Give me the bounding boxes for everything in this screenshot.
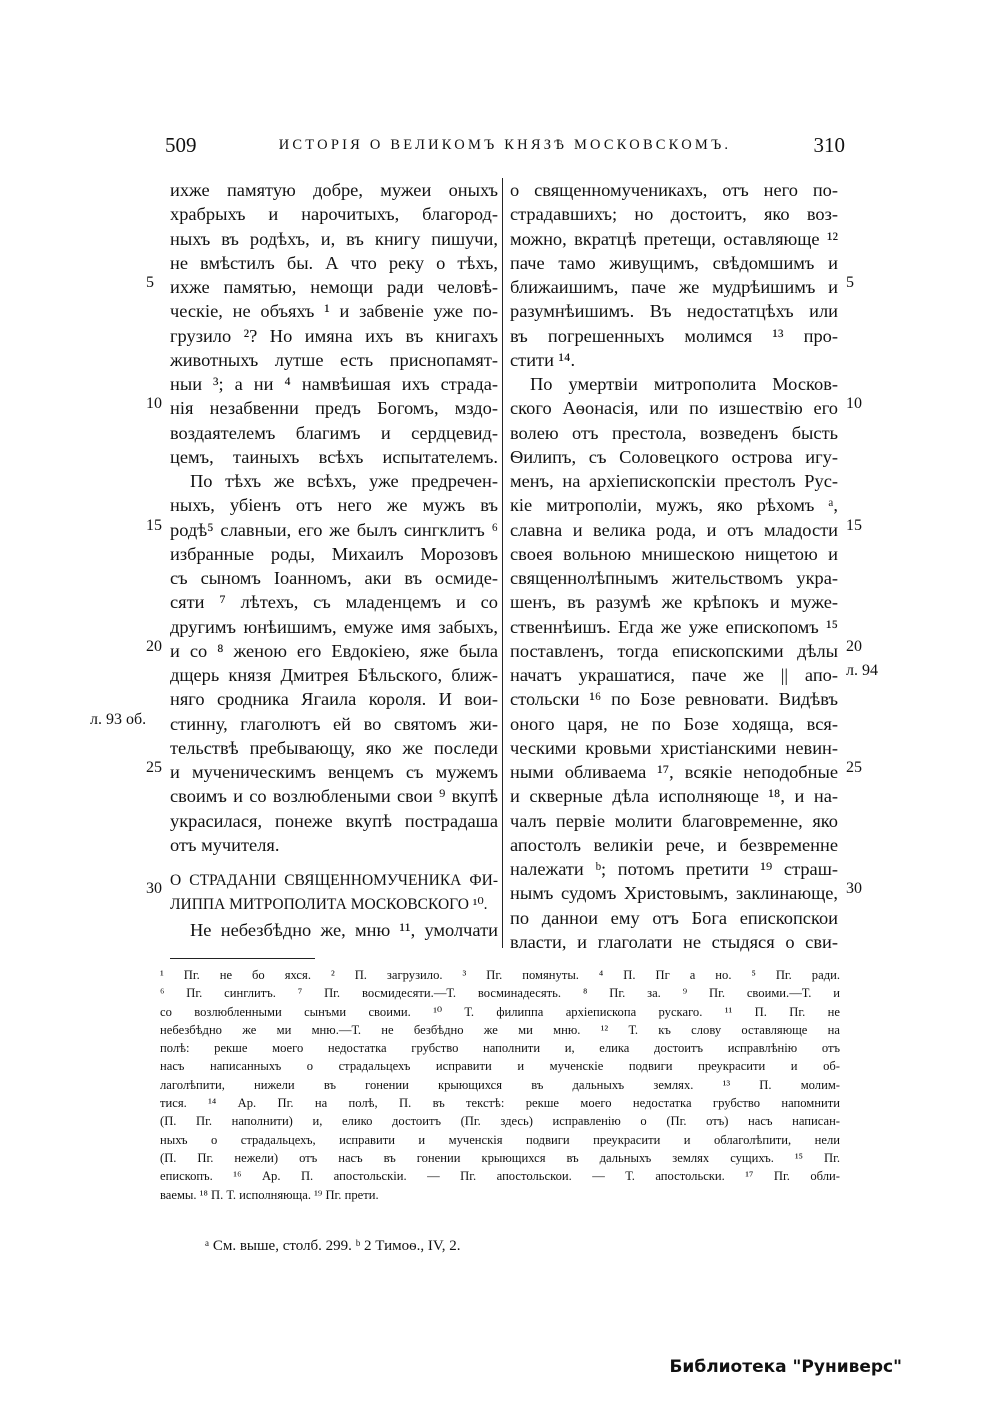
spacer — [170, 857, 498, 869]
section-heading: ЛИППА МИТРОПОЛИТА МОСКОВСКОГО ¹⁰. — [170, 896, 488, 914]
text-line: ближаишимъ, паче же мудрѣишимъ и — [510, 277, 838, 297]
text-line: по даннои ему отъ Бога епископскои — [510, 907, 838, 928]
text-line: кіе митрополіи, мужъ, яко рѣхомъ ᵃ, — [510, 495, 838, 516]
section-heading: О СТРАДАНІИ СВЯЩЕННОМУЧЕНИКА ФИ- — [170, 872, 498, 889]
text-line: и со ⁸ женою его Евдокіею, яже была — [170, 640, 498, 661]
footnote-line: полѣ: рекше моего недостатка грубство наполнити и, елика достоитъ исправлѣнію отъ — [160, 1041, 840, 1056]
text-line: Не небезбѣдно же, мню ¹¹, умолчати — [190, 919, 498, 940]
text-line: ныхъ, убіенъ отъ него же мужъ въ — [170, 495, 498, 516]
column-divider — [502, 178, 503, 948]
text-line: священнолѣпнымъ жительствомъ укра- — [510, 568, 838, 588]
footnote-line: тися. ¹⁴ Ар. Пг. на полѣ, П. въ текстѣ: рекше моего недостатка грубство напомнити — [160, 1096, 840, 1111]
text-line: страдавшихъ; но достоитъ, яко воз- — [510, 204, 838, 225]
footnote-line: насъ написанныхъ о страдальцехъ исправити и мученскіе подвиги преукрасити и об- — [160, 1059, 840, 1074]
text-line: украсилася, понеже вкупѣ пострадаша — [170, 810, 498, 831]
text-line: ными обливаема ¹⁷, всякіе неподобные — [510, 762, 838, 782]
line-number: 30 — [846, 880, 862, 897]
text-line: храбрыхъ и нарочитыхъ, благород- — [170, 204, 498, 225]
right-column — [510, 178, 838, 954]
line-number: 15 — [146, 517, 162, 534]
text-line: поставленъ, тогда епископскими дѣлы — [510, 640, 838, 661]
reference-notes: ᵃ См. выше, столб. 299. ᵇ 2 Тимоѳ., IV, 2. — [205, 1238, 461, 1254]
line-number: 25 — [846, 759, 862, 776]
text-line: Ѳилипъ, съ Соловецкого острова игу- — [510, 446, 838, 467]
page-number-left: 509 — [165, 133, 197, 157]
text-line: о священномученикахъ, отъ него по- — [510, 180, 838, 200]
text-line: По умертвіи митрополита Москов- — [530, 374, 838, 394]
library-watermark: Библиотека "Руниверс" — [669, 1357, 902, 1377]
text-line: власти, и глаголати не стыдяся о сви- — [510, 931, 838, 952]
text-line: своимъ и со возлюблеными свои ⁹ вкупѣ — [170, 786, 498, 807]
footnote-line: ныхъ о страдальцехъ, исправити и мученскія подвиги преукрасити и облаголѣпити, нели — [160, 1132, 840, 1147]
text-line: оного царя, не по Бозе ходяща, вся- — [510, 713, 838, 734]
line-number: 5 — [846, 274, 854, 291]
text-line: и мученическимъ венцемъ съ мужемъ — [170, 762, 498, 782]
text-line: можно, вкратцѣ претещи, оставляюще ¹² — [510, 228, 838, 249]
text-line: ского Аѳонасія, или по изшествію его — [510, 398, 838, 419]
footnote-line: (П. Пг. наполнити) и, елико достоитъ (Пг. здесь) исправленію о (Пг. отъ) насъ написан- — [160, 1114, 840, 1129]
text-line: ихже памятую добре, мужеи оныхъ — [170, 180, 498, 200]
text-line: апостолъ великіи рече, и безвременне — [510, 834, 838, 855]
line-number: 10 — [846, 395, 862, 412]
footnote-line: епископъ. ¹⁶ Ар. П. апостольскіи. — Пг. апостольскои. — Т. апостольски. ¹⁷ Пг. обли- — [160, 1169, 840, 1184]
footnotes — [160, 966, 840, 1204]
text-line: своея вольною мнишескою нищетою и — [510, 543, 838, 564]
text-line: ныи ³; а ни ⁴ намвѣишая ихъ страда- — [170, 374, 498, 394]
text-line: воздаятелемъ благимъ и сердцевид- — [170, 422, 498, 443]
text-line: няго сродника Ягаила короля. И вои- — [170, 689, 498, 710]
line-number: 25 — [146, 759, 162, 776]
text-line: менъ, на архіепископскіи престолъ Рус- — [510, 471, 838, 491]
text-line: животныхъ лутше есть приснопамят- — [170, 349, 498, 370]
footnote-rule — [170, 958, 315, 959]
text-line: отъ мучителя. — [170, 834, 280, 855]
text-line: въ погрешенныхъ молимся ¹³ про- — [510, 325, 838, 346]
text-line: ческіе, не объяхъ ¹ и забвеніе уже по- — [170, 301, 498, 322]
running-title: ИСТОРІЯ О ВЕЛИКОМЪ КНЯЗѢ МОСКОВСКОМЪ. — [278, 137, 732, 153]
text-line: нія незабвенни предъ Богомъ, мздо- — [170, 398, 498, 419]
text-line: съ сыномъ Іоанномъ, аки въ осмиде- — [170, 568, 498, 588]
running-header — [165, 133, 845, 163]
text-line: волею отъ престола, возведенъ бысть — [510, 422, 838, 443]
footnote-line: (П. Пг. нежели) отъ насъ въ гонении крыющихся въ дальныхъ землях сущихъ. ¹⁵ Пг. — [160, 1150, 840, 1165]
page-number-right: 310 — [813, 133, 845, 157]
line-number: 5 — [146, 274, 154, 291]
folio-marker: л. 93 об. — [90, 711, 147, 728]
line-number: 30 — [146, 880, 162, 897]
text-line: цемъ, таиныхъ всѣхъ испытателемъ. — [170, 446, 498, 467]
text-line: стинну, глаголютъ ей во святомъ жи- — [170, 713, 498, 734]
text-line: паче тамо живущимъ, свѣдомшимъ и — [510, 252, 838, 273]
text-line: родѣ⁵ славныи, его же былъ сингклитъ ⁶ — [170, 519, 498, 540]
line-number: 20 — [846, 638, 862, 655]
text-line: стольски ¹⁶ по Бозе ревновати. Видѣвъ — [510, 689, 838, 710]
text-line: ческими кровьми христіанскими невин- — [510, 737, 838, 758]
text-line: По тѣхъ же всѣхъ, уже предречен- — [190, 471, 498, 491]
footnote-line: ¹ Пг. не бо яхся. ² П. загрузило. ³ Пг. помянуты. ⁴ П. Пг а но. ⁵ Пг. ради. — [160, 968, 840, 982]
text-line: ственнѣишъ. Егда же уже епископомъ ¹⁵ — [510, 616, 838, 637]
line-number: 20 — [146, 638, 162, 655]
text-line: тельствѣ пребывающу, яко же последи — [170, 737, 498, 758]
text-line: славна и велика рода, и отъ младости — [510, 519, 838, 540]
text-line: чалъ первіе молити благовременне, яко — [510, 810, 838, 831]
folio-marker: л. 94 — [846, 662, 878, 679]
text-line: сяти ⁷ лѣтехъ, съ младенцемъ и со — [170, 592, 498, 613]
text-line: дщерь князя Дмитрея Бѣльского, ближ- — [170, 665, 498, 685]
text-line: ныхъ въ родѣхъ, и, въ книгу пишучи, — [170, 228, 498, 249]
footnote-line: лаголѣпити, нижели въ гонении крыющихся въ дальныхъ землях. ¹³ П. молим- — [160, 1077, 840, 1092]
text-line: избранные роды, Михаилъ Морозовъ — [170, 543, 498, 564]
text-line: и скверные дѣла исполняюще ¹⁸, и на- — [510, 786, 838, 807]
footnote-line: ⁶ Пг. синглитъ. ⁷ Пг. восмидесяти.—Т. восминадесять. ⁸ Пг. за. ⁹ Пг. своими.—Т. и — [160, 986, 840, 1001]
footnote-line: ваемы. ¹⁸ П. Т. исполняюща. ¹⁹ Пг. прети. — [160, 1187, 379, 1202]
footnote-line: со возлюбленными сынъми своими. ¹⁰ Т. филиппа архіепископа рускаго. ¹¹ П. Пг. не — [160, 1004, 840, 1019]
text-line: ихже памятью, немощи ради человѣ- — [170, 277, 498, 297]
text-line: разумнѣишимъ. Въ недостатцѣхъ или — [510, 301, 838, 322]
text-line: належати ᵇ; потомъ претити ¹⁹ страш- — [510, 859, 838, 879]
text-line: другимъ юнѣишимъ, емуже имя забыхъ, — [170, 616, 498, 637]
left-column — [170, 178, 498, 942]
line-number: 15 — [846, 517, 862, 534]
text-line: шенъ, въ разумѣ же крѣпокъ и муже- — [510, 592, 838, 613]
text-line: не вмѣстилъ бы. А что реку о тѣхъ, — [170, 252, 498, 273]
text-line: стити ¹⁴. — [510, 349, 576, 370]
text-line: начатъ украшатися, паче же || апо- — [510, 665, 838, 685]
text-line: грузило ²? Но имяна ихъ въ книгахъ — [170, 325, 498, 346]
footnote-line: небезбѣдно же ми мню.—Т. не безбѣдно же ми мню. ¹² Т. къ слову оставляюще на — [160, 1022, 840, 1037]
line-number: 10 — [146, 395, 162, 412]
text-line: нымъ судомъ Христовымъ, заклинающе, — [510, 883, 838, 904]
